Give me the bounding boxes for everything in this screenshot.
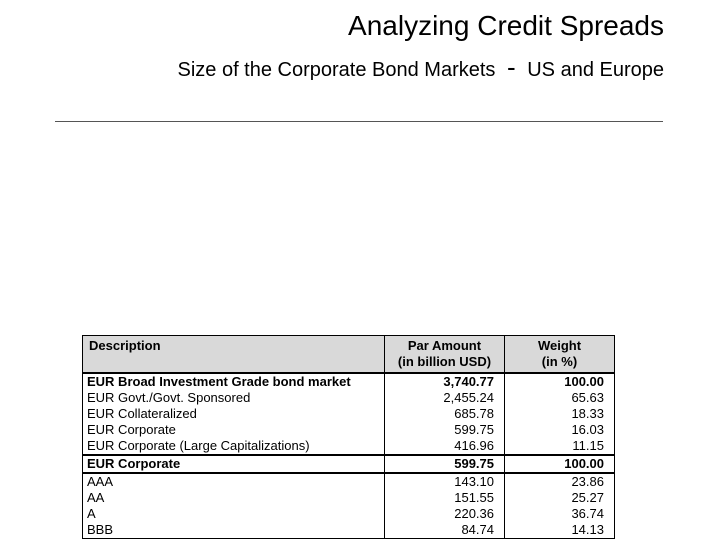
- subtitle-main-text: Size of the Corporate Bond Markets: [177, 59, 496, 81]
- table-row: [83, 390, 615, 406]
- row-par-amount: 151.55: [385, 490, 505, 506]
- row-par-amount: 84.74: [385, 522, 505, 539]
- row-weight: 36.74: [505, 506, 615, 522]
- row-weight: 18.33: [505, 406, 615, 422]
- row-weight: 11.15: [505, 438, 615, 455]
- table-header-row: [83, 336, 615, 374]
- table-row: [83, 506, 615, 522]
- table-row: [83, 490, 615, 506]
- table-row: [83, 473, 615, 490]
- table-row: [83, 438, 615, 455]
- column-header-description-label: Description: [89, 338, 161, 353]
- row-par-amount: 599.75: [385, 455, 505, 473]
- row-weight: 14.13: [505, 522, 615, 539]
- column-header-par-amount: [385, 336, 505, 374]
- row-description: EUR Corporate: [83, 422, 385, 438]
- row-weight: 25.27: [505, 490, 615, 506]
- row-description: EUR Corporate (Large Capitalizations): [83, 438, 385, 455]
- row-description: EUR Corporate: [83, 455, 385, 473]
- column-header-weight: [505, 336, 615, 374]
- column-header-description: [83, 336, 385, 374]
- row-description: EUR Govt./Govt. Sponsored: [83, 390, 385, 406]
- row-par-amount: 599.75: [385, 422, 505, 438]
- row-par-amount: 685.78: [385, 406, 505, 422]
- row-par-amount: 2,455.24: [385, 390, 505, 406]
- table-row: [83, 522, 615, 539]
- par-amount-header-line2: (in billion USD): [397, 354, 492, 369]
- par-amount-header-line1: Par Amount: [407, 338, 482, 353]
- subtitle-dash: -: [507, 52, 516, 82]
- row-weight: 16.03: [505, 422, 615, 438]
- row-par-amount: 143.10: [385, 473, 505, 490]
- row-description: EUR Collateralized: [83, 406, 385, 422]
- row-description: EUR Broad Investment Grade bond market: [83, 373, 385, 390]
- row-description: A: [83, 506, 385, 522]
- row-description: BBB: [83, 522, 385, 539]
- table-row: [83, 406, 615, 422]
- row-description: AA: [83, 490, 385, 506]
- slide-subtitle: [104, 52, 664, 85]
- table-row: [83, 455, 615, 473]
- title-divider: [55, 121, 663, 122]
- row-weight: 100.00: [505, 455, 615, 473]
- row-par-amount: 220.36: [385, 506, 505, 522]
- row-description: AAA: [83, 473, 385, 490]
- subtitle-region-text: US and Europe: [527, 59, 664, 81]
- table-row: [83, 422, 615, 438]
- row-weight: 65.63: [505, 390, 615, 406]
- row-weight: 100.00: [505, 373, 615, 390]
- row-par-amount: 416.96: [385, 438, 505, 455]
- row-weight: 23.86: [505, 473, 615, 490]
- table-row: [83, 373, 615, 390]
- weight-header-line1: Weight: [537, 338, 582, 353]
- weight-header-line2: (in %): [541, 354, 578, 369]
- bond-market-table: [82, 335, 615, 539]
- slide-title: Analyzing Credit Spreads: [348, 10, 664, 41]
- row-par-amount: 3,740.77: [385, 373, 505, 390]
